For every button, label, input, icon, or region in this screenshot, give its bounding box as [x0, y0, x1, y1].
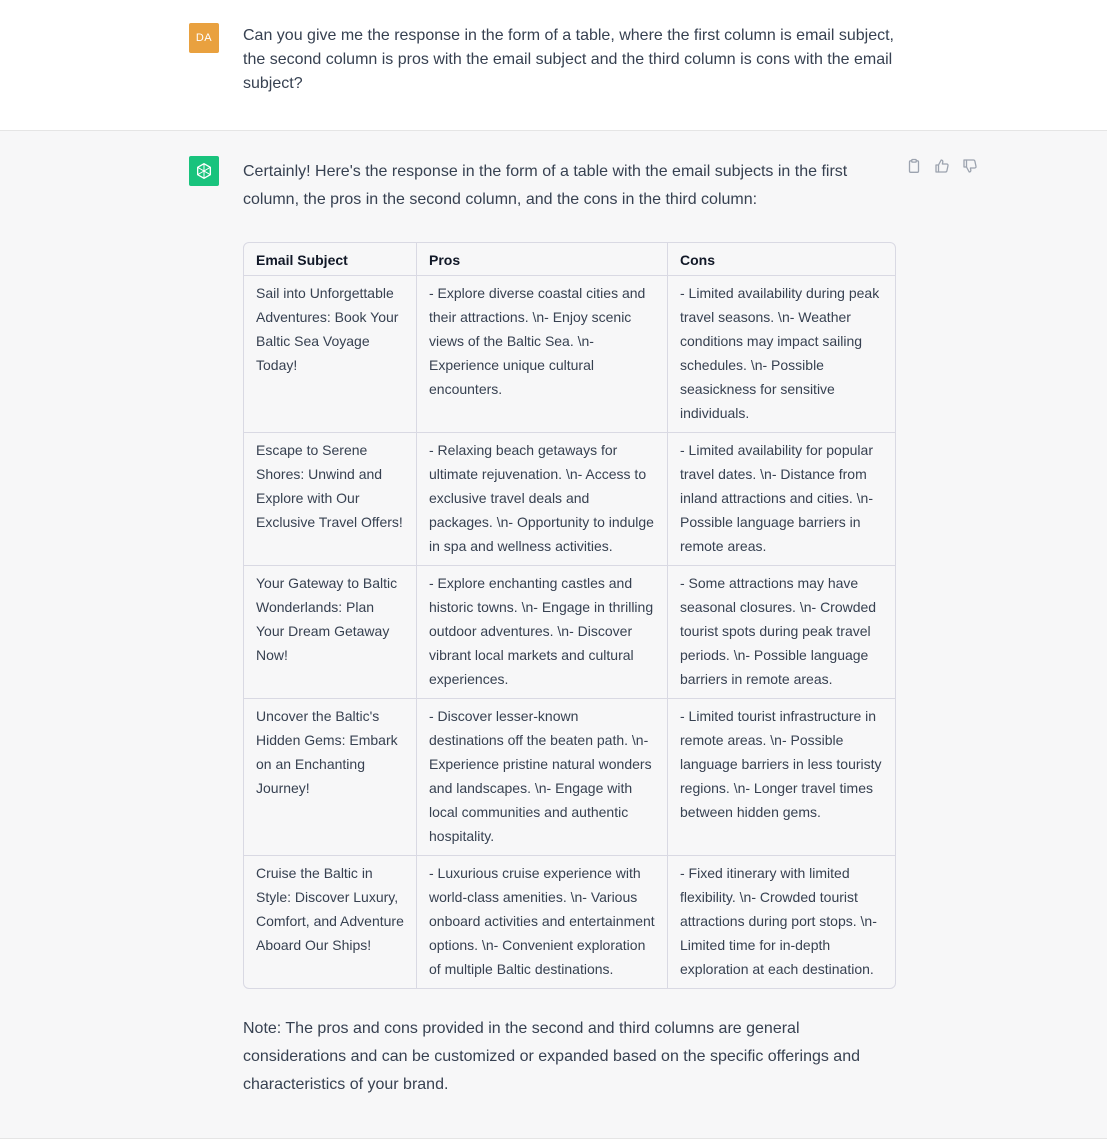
- table-row: [244, 566, 895, 699]
- cell-pros: - Explore diverse coastal cities and their attractions. \n- Enjoy scenic views of the Baltic Sea. \n- Experience unique cultural encounters.: [417, 276, 668, 433]
- cell-cons: - Limited availability during peak travel seasons. \n- Weather conditions may impact sailing schedules. \n- Possible seasickness for sensitive individuals.: [668, 276, 895, 433]
- clipboard-icon[interactable]: [906, 158, 922, 174]
- openai-logo-icon: [189, 156, 219, 186]
- table-header-row: [244, 243, 895, 276]
- message-actions: [906, 158, 978, 174]
- cell-pros: - Explore enchanting castles and historic towns. \n- Engage in thrilling outdoor adventures. \n- Discover vibrant local markets and cultural experiences.: [417, 566, 668, 699]
- assistant-intro: Certainly! Here's the response in the form of a table with the email subjects in the first column, the pros in the second column, and the cons in the third column:: [243, 163, 848, 208]
- cell-email-subject: Uncover the Baltic's Hidden Gems: Embark on an Enchanting Journey!: [244, 699, 417, 856]
- assistant-note: Note: The pros and cons provided in the second and third columns are general considerations and can be customized or expanded based on the specific offerings and characteristics of your brand.: [243, 1020, 860, 1093]
- thumbs-down-icon[interactable]: [962, 158, 978, 174]
- table-row: [244, 433, 895, 566]
- cell-cons: - Some attractions may have seasonal closures. \n- Crowded tourist spots during peak travel periods. \n- Possible language barriers in remote areas.: [668, 566, 895, 699]
- cell-email-subject: Escape to Serene Shores: Unwind and Explore with Our Exclusive Travel Offers!: [244, 433, 417, 566]
- table-row: [244, 856, 895, 988]
- header-pros: Pros: [417, 243, 668, 276]
- cell-cons: - Limited availability for popular travel dates. \n- Distance from inland attractions and cities. \n- Possible language barriers in remote areas.: [668, 433, 895, 566]
- thumbs-up-icon[interactable]: [934, 158, 950, 174]
- cell-pros: - Luxurious cruise experience with world-class amenities. \n- Various onboard activities and entertainment options. \n- Convenient exploration of multiple Baltic destinations.: [417, 856, 668, 988]
- table-row: [244, 699, 895, 856]
- cell-pros: - Relaxing beach getaways for ultimate rejuvenation. \n- Access to exclusive travel deals and packages. \n- Opportunity to indulge in spa and wellness activities.: [417, 433, 668, 566]
- table-row: [244, 276, 895, 433]
- cell-email-subject: Your Gateway to Baltic Wonderlands: Plan Your Dream Getaway Now!: [244, 566, 417, 699]
- user-message-text: Can you give me the response in the form of a table, where the first column is email subject, the second column is pros with the email subject and the third column is cons with the email subject?: [243, 27, 894, 92]
- user-avatar: DA: [189, 23, 219, 53]
- cell-pros: - Discover lesser-known destinations off the beaten path. \n- Experience pristine natural wonders and landscapes. \n- Engage with local communities and authentic hospitality.: [417, 699, 668, 856]
- user-message: [0, 0, 1107, 131]
- assistant-content: [243, 158, 896, 1099]
- cell-cons: - Fixed itinerary with limited flexibility. \n- Crowded tourist attractions during port stops. \n- Limited time for in-depth exploration at each destination.: [680, 865, 877, 977]
- cell-cons: - Limited tourist infrastructure in remote areas. \n- Possible language barriers in less touristy regions. \n- Longer travel times between hidden gems.: [668, 699, 895, 856]
- assistant-message: [0, 131, 1107, 1139]
- header-cons: Cons: [668, 243, 895, 276]
- email-subjects-table: [243, 242, 896, 989]
- header-email-subject: Email Subject: [244, 243, 417, 276]
- cell-email-subject: Cruise the Baltic in Style: Discover Luxury, Comfort, and Adventure Aboard Our Ships!: [244, 856, 417, 988]
- cell-email-subject: Sail into Unforgettable Adventures: Book Your Baltic Sea Voyage Today!: [244, 276, 417, 433]
